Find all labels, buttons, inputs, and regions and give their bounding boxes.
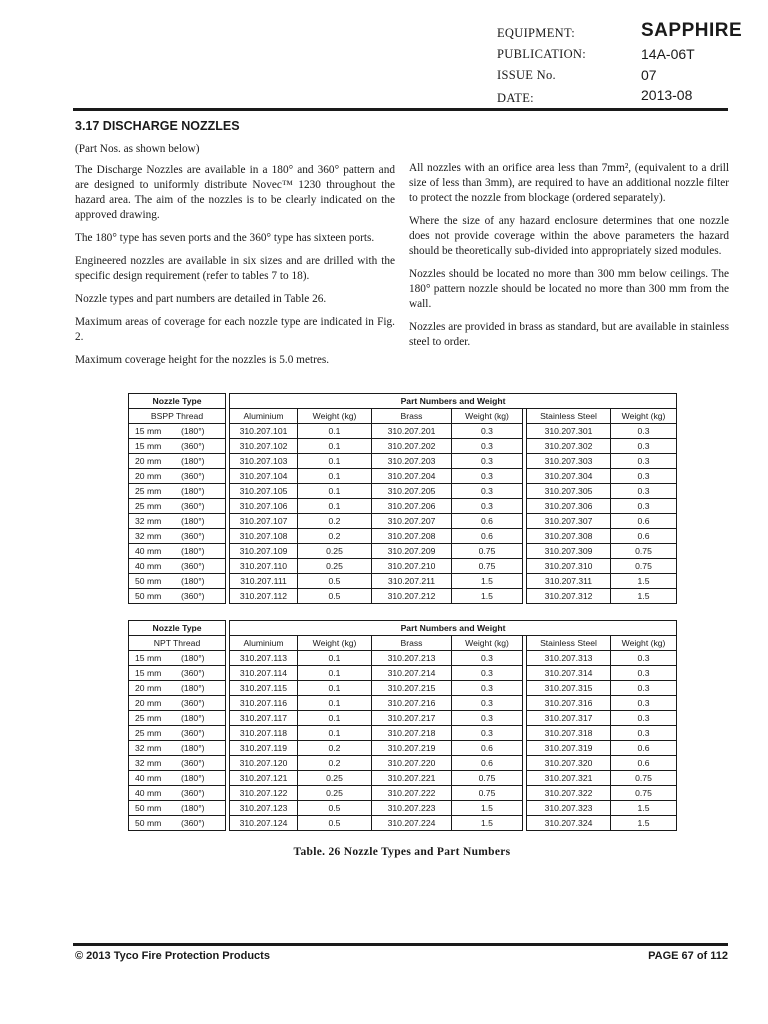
stainless-weight: 0.3: [611, 454, 677, 469]
nozzle-size-cell: [129, 801, 226, 816]
nozzle-size-cell: [129, 529, 226, 544]
brass-weight: 0.3: [452, 439, 523, 454]
stainless-weight: 1.5: [611, 816, 677, 831]
table-caption: Table. 26 Nozzle Types and Part Numbers: [293, 846, 511, 858]
stainless-weight: 0.3: [611, 666, 677, 681]
brass-part-number: 310.207.219: [372, 741, 452, 756]
aluminium-part-number: 310.207.110: [230, 559, 298, 574]
table-row: [129, 726, 677, 741]
brass-part-number: 310.207.201: [372, 424, 452, 439]
brass-weight: 0.3: [452, 696, 523, 711]
brass-weight: 0.3: [452, 484, 523, 499]
aluminium-part-number: 310.207.109: [230, 544, 298, 559]
stainless-part-number: 310.207.308: [527, 529, 611, 544]
thread-type-header: BSPP Thread: [129, 409, 226, 424]
stainless-weight: 0.3: [611, 681, 677, 696]
table-row: [129, 499, 677, 514]
brass-weight: 0.75: [452, 786, 523, 801]
aluminium-part-number: 310.207.117: [230, 711, 298, 726]
nozzle-angle: (360°): [181, 560, 205, 571]
brass-weight: 0.6: [452, 529, 523, 544]
nozzle-type-header: Nozzle Type: [129, 621, 226, 636]
nozzle-size: 15 mm: [135, 667, 162, 678]
aluminium-weight: 0.2: [298, 741, 372, 756]
nozzle-size: 40 mm: [135, 560, 162, 571]
table-row: [129, 559, 677, 574]
table-header-row: [129, 621, 677, 636]
nozzle-angle: (360°): [181, 667, 205, 678]
stainless-weight: 0.75: [611, 544, 677, 559]
table-row: [129, 454, 677, 469]
nozzle-size-cell: [129, 756, 226, 771]
table-subheader-row: [129, 636, 677, 651]
brass-weight: 0.75: [452, 771, 523, 786]
brass-weight: 0.6: [452, 756, 523, 771]
part-numbers-header: Part Numbers and Weight: [230, 394, 677, 409]
table-row: [129, 529, 677, 544]
table-row: [129, 424, 677, 439]
aluminium-weight: 0.2: [298, 514, 372, 529]
aluminium-part-number: 310.207.111: [230, 574, 298, 589]
thread-type-header: NPT Thread: [129, 636, 226, 651]
nozzle-size: 25 mm: [135, 485, 162, 496]
nozzle-size: 32 mm: [135, 530, 162, 541]
table-row: [129, 544, 677, 559]
nozzle-size: 32 mm: [135, 742, 162, 753]
aluminium-weight: 0.2: [298, 756, 372, 771]
aluminium-part-number: 310.207.108: [230, 529, 298, 544]
table-row: [129, 771, 677, 786]
right-column: [409, 161, 729, 358]
stainless-weight: 1.5: [611, 801, 677, 816]
paragraph: All nozzles with an orifice area less than 7mm², (equivalent to a drill size of less than 3mm), are required to have an additional nozzle filter to protect the nozzle from blockage (ordered separately).: [409, 162, 729, 204]
nozzle-size-cell: [129, 544, 226, 559]
brass-weight-header: Weight (kg): [452, 636, 523, 651]
aluminium-weight: 0.1: [298, 499, 372, 514]
header-rule: [73, 108, 728, 111]
aluminium-part-number: 310.207.104: [230, 469, 298, 484]
brass-part-number: 310.207.209: [372, 544, 452, 559]
brass-part-number: 310.207.221: [372, 771, 452, 786]
nozzle-size-cell: [129, 786, 226, 801]
paragraph: Nozzle types and part numbers are detailed in Table 26.: [75, 293, 327, 305]
table-row: [129, 681, 677, 696]
nozzle-type-header: Nozzle Type: [129, 394, 226, 409]
nozzle-size: 15 mm: [135, 440, 162, 451]
aluminium-weight: 0.5: [298, 801, 372, 816]
aluminium-weight: 0.5: [298, 589, 372, 604]
nozzle-angle: (180°): [181, 682, 205, 693]
nozzle-size-cell: [129, 816, 226, 831]
aluminium-part-number: 310.207.114: [230, 666, 298, 681]
nozzle-size: 20 mm: [135, 470, 162, 481]
aluminium-weight: 0.1: [298, 651, 372, 666]
brass-part-number: 310.207.217: [372, 711, 452, 726]
stainless-weight: 0.6: [611, 529, 677, 544]
brass-part-number: 310.207.223: [372, 801, 452, 816]
stainless-part-number: 310.207.318: [527, 726, 611, 741]
aluminium-weight: 0.1: [298, 469, 372, 484]
aluminium-weight: 0.5: [298, 574, 372, 589]
stainless-part-number: 310.207.310: [527, 559, 611, 574]
table-row: [129, 574, 677, 589]
brass-part-number: 310.207.211: [372, 574, 452, 589]
stainless-weight: 0.3: [611, 726, 677, 741]
nozzle-angle: (360°): [181, 787, 205, 798]
brass-weight: 0.3: [452, 666, 523, 681]
table-subheader-row: [129, 409, 677, 424]
table-row: [129, 786, 677, 801]
brass-part-number: 310.207.214: [372, 666, 452, 681]
nozzle-angle: (360°): [181, 590, 205, 601]
nozzle-size-cell: [129, 424, 226, 439]
nozzle-size: 50 mm: [135, 575, 162, 586]
stainless-weight-header: Weight (kg): [611, 636, 677, 651]
table-header-row: [129, 394, 677, 409]
aluminium-part-number: 310.207.119: [230, 741, 298, 756]
table-row: [129, 741, 677, 756]
date-label: DATE:: [497, 91, 534, 105]
stainless-part-number: 310.207.311: [527, 574, 611, 589]
brass-part-number: 310.207.206: [372, 499, 452, 514]
table-row: [129, 484, 677, 499]
table-row: [129, 651, 677, 666]
stainless-part-number: 310.207.320: [527, 756, 611, 771]
brass-part-number: 310.207.224: [372, 816, 452, 831]
table-row: [129, 816, 677, 831]
nozzle-size: 40 mm: [135, 545, 162, 556]
aluminium-weight: 0.1: [298, 696, 372, 711]
nozzle-angle: (360°): [181, 697, 205, 708]
stainless-part-number: 310.207.313: [527, 651, 611, 666]
nozzle-size-cell: [129, 771, 226, 786]
stainless-part-number: 310.207.314: [527, 666, 611, 681]
brass-part-number: 310.207.222: [372, 786, 452, 801]
publication-value: 14A-06T: [641, 46, 695, 62]
aluminium-weight-header: Weight (kg): [298, 636, 372, 651]
nozzle-size: 32 mm: [135, 515, 162, 526]
brass-part-number: 310.207.220: [372, 756, 452, 771]
aluminium-weight: 0.25: [298, 771, 372, 786]
nozzle-angle: (360°): [181, 470, 205, 481]
brass-weight: 0.3: [452, 454, 523, 469]
nozzle-size-cell: [129, 499, 226, 514]
stainless-weight: 0.75: [611, 559, 677, 574]
stainless-weight: 0.6: [611, 741, 677, 756]
brass-weight: 0.3: [452, 681, 523, 696]
aluminium-part-number: 310.207.106: [230, 499, 298, 514]
footer-rule: [73, 943, 728, 946]
aluminium-weight: 0.5: [298, 816, 372, 831]
nozzle-angle: (360°): [181, 757, 205, 768]
nozzle-size-cell: [129, 741, 226, 756]
nozzle-size-cell: [129, 574, 226, 589]
nozzle-angle: (180°): [181, 425, 205, 436]
aluminium-header: Aluminium: [230, 409, 298, 424]
stainless-weight: 0.3: [611, 696, 677, 711]
stainless-part-number: 310.207.317: [527, 711, 611, 726]
brass-part-number: 310.207.218: [372, 726, 452, 741]
paragraph: Nozzles are provided in brass as standard, but are available in stainless steel to order.: [409, 321, 729, 348]
nozzle-size-cell: [129, 726, 226, 741]
nozzle-size-cell: [129, 666, 226, 681]
nozzle-size-cell: [129, 589, 226, 604]
equipment-label: EQUIPMENT:: [497, 26, 576, 40]
paragraph: Nozzles should be located no more than 300 mm below ceilings. The 180° pattern nozzle should be located no more than 300 mm from the wall.: [409, 268, 729, 310]
issue-value: 07: [641, 67, 657, 83]
aluminium-weight: 0.1: [298, 484, 372, 499]
nozzle-size: 15 mm: [135, 652, 162, 663]
brass-part-number: 310.207.213: [372, 651, 452, 666]
nozzle-size: 20 mm: [135, 697, 162, 708]
table-row: [129, 711, 677, 726]
nozzle-size-cell: [129, 439, 226, 454]
aluminium-part-number: 310.207.122: [230, 786, 298, 801]
table-row: [129, 666, 677, 681]
aluminium-weight: 0.1: [298, 454, 372, 469]
nozzle-size: 15 mm: [135, 425, 162, 436]
brass-weight: 1.5: [452, 574, 523, 589]
nozzle-size-cell: [129, 514, 226, 529]
table-row: [129, 756, 677, 771]
left-column: [75, 142, 395, 376]
brass-weight: 1.5: [452, 801, 523, 816]
paragraph: Where the size of any hazard enclosure determines that one nozzle does not provide coverage within the above parameters the hazard should be theoretically sub-divided into appropriately sized modules.: [409, 215, 729, 257]
nozzle-angle: (360°): [181, 530, 205, 541]
stainless-part-number: 310.207.319: [527, 741, 611, 756]
brass-part-number: 310.207.215: [372, 681, 452, 696]
stainless-weight: 0.6: [611, 756, 677, 771]
stainless-part-number: 310.207.302: [527, 439, 611, 454]
nozzle-angle: (180°): [181, 652, 205, 663]
brass-header: Brass: [372, 409, 452, 424]
nozzle-angle: (360°): [181, 817, 205, 828]
brass-header: Brass: [372, 636, 452, 651]
nozzle-angle: (180°): [181, 455, 205, 466]
nozzle-size-cell: [129, 454, 226, 469]
nozzle-size-cell: [129, 559, 226, 574]
aluminium-part-number: 310.207.103: [230, 454, 298, 469]
paragraph: (Part Nos. as shown below): [75, 143, 200, 155]
brass-weight: 0.3: [452, 499, 523, 514]
aluminium-weight: 0.2: [298, 529, 372, 544]
nozzle-size-cell: [129, 651, 226, 666]
stainless-part-number: 310.207.315: [527, 681, 611, 696]
stainless-part-number: 310.207.312: [527, 589, 611, 604]
aluminium-part-number: 310.207.120: [230, 756, 298, 771]
stainless-weight: 0.3: [611, 499, 677, 514]
stainless-weight: 0.3: [611, 711, 677, 726]
nozzle-angle: (180°): [181, 802, 205, 813]
nozzle-size-cell: [129, 681, 226, 696]
nozzle-size: 20 mm: [135, 682, 162, 693]
aluminium-part-number: 310.207.124: [230, 816, 298, 831]
paragraph: Maximum areas of coverage for each nozzle type are indicated in Fig. 2.: [75, 316, 395, 343]
aluminium-part-number: 310.207.107: [230, 514, 298, 529]
nozzle-size-cell: [129, 484, 226, 499]
stainless-part-number: 310.207.309: [527, 544, 611, 559]
brass-part-number: 310.207.216: [372, 696, 452, 711]
table-row: [129, 801, 677, 816]
aluminium-weight: 0.1: [298, 681, 372, 696]
table-row: [129, 589, 677, 604]
stainless-weight: 0.3: [611, 469, 677, 484]
stainless-weight: 0.3: [611, 651, 677, 666]
stainless-steel-header: Stainless Steel: [527, 409, 611, 424]
nozzle-size: 25 mm: [135, 727, 162, 738]
paragraph: The 180° type has seven ports and the 360° type has sixteen ports.: [75, 232, 375, 244]
nozzle-size: 50 mm: [135, 590, 162, 601]
brass-weight: 0.3: [452, 651, 523, 666]
stainless-part-number: 310.207.305: [527, 484, 611, 499]
stainless-part-number: 310.207.301: [527, 424, 611, 439]
nozzle-size: 40 mm: [135, 787, 162, 798]
brass-weight: 0.3: [452, 469, 523, 484]
nozzle-angle: (180°): [181, 575, 205, 586]
brass-weight: 1.5: [452, 589, 523, 604]
nozzle-angle: (180°): [181, 515, 205, 526]
aluminium-weight: 0.1: [298, 666, 372, 681]
brass-part-number: 310.207.207: [372, 514, 452, 529]
aluminium-part-number: 310.207.115: [230, 681, 298, 696]
nozzle-size: 32 mm: [135, 757, 162, 768]
nozzle-size-cell: [129, 696, 226, 711]
stainless-weight-header: Weight (kg): [611, 409, 677, 424]
section-title: 3.17 DISCHARGE NOZZLES: [75, 119, 240, 133]
nozzle-angle: (180°): [181, 545, 205, 556]
brass-part-number: 310.207.208: [372, 529, 452, 544]
paragraph: The Discharge Nozzles are available in a 180° and 360° pattern and are designed to uniformly distribute Novec™ 1230 throughout the hazard area. The aim of the nozzles is to be clearly indicated on the approved drawing.: [75, 164, 395, 221]
nozzle-size: 50 mm: [135, 802, 162, 813]
nozzle-angle: (360°): [181, 440, 205, 451]
aluminium-part-number: 310.207.113: [230, 651, 298, 666]
nozzle-angle: (180°): [181, 712, 205, 723]
aluminium-weight: 0.25: [298, 559, 372, 574]
aluminium-part-number: 310.207.118: [230, 726, 298, 741]
brass-weight: 0.3: [452, 711, 523, 726]
nozzle-angle: (360°): [181, 727, 205, 738]
nozzle-size: 25 mm: [135, 500, 162, 511]
aluminium-part-number: 310.207.121: [230, 771, 298, 786]
brass-weight: 0.75: [452, 544, 523, 559]
brass-part-number: 310.207.204: [372, 469, 452, 484]
nozzle-size-cell: [129, 711, 226, 726]
brass-weight: 0.3: [452, 424, 523, 439]
aluminium-weight: 0.25: [298, 786, 372, 801]
nozzle-angle: (180°): [181, 772, 205, 783]
stainless-part-number: 310.207.324: [527, 816, 611, 831]
stainless-part-number: 310.207.306: [527, 499, 611, 514]
nozzle-table-npt: [128, 620, 677, 831]
nozzle-size: 20 mm: [135, 455, 162, 466]
aluminium-weight: 0.1: [298, 726, 372, 741]
aluminium-weight: 0.1: [298, 424, 372, 439]
nozzle-angle: (180°): [181, 485, 205, 496]
stainless-part-number: 310.207.307: [527, 514, 611, 529]
nozzle-angle: (180°): [181, 742, 205, 753]
brass-part-number: 310.207.205: [372, 484, 452, 499]
stainless-weight: 0.6: [611, 514, 677, 529]
brass-weight-header: Weight (kg): [452, 409, 523, 424]
equipment-value: SAPPHIRE: [641, 20, 743, 41]
nozzle-size-cell: [129, 469, 226, 484]
aluminium-weight-header: Weight (kg): [298, 409, 372, 424]
stainless-weight: 1.5: [611, 589, 677, 604]
table-row: [129, 439, 677, 454]
aluminium-part-number: 310.207.112: [230, 589, 298, 604]
footer-page-number: PAGE 67 of 112: [648, 950, 728, 962]
brass-part-number: 310.207.202: [372, 439, 452, 454]
brass-weight: 0.6: [452, 514, 523, 529]
aluminium-part-number: 310.207.102: [230, 439, 298, 454]
stainless-part-number: 310.207.316: [527, 696, 611, 711]
brass-weight: 0.75: [452, 559, 523, 574]
aluminium-header: Aluminium: [230, 636, 298, 651]
aluminium-part-number: 310.207.123: [230, 801, 298, 816]
nozzle-table-bspp: [128, 393, 677, 604]
brass-weight: 1.5: [452, 816, 523, 831]
stainless-weight: 0.3: [611, 484, 677, 499]
nozzle-size: 40 mm: [135, 772, 162, 783]
aluminium-part-number: 310.207.105: [230, 484, 298, 499]
stainless-weight: 1.5: [611, 574, 677, 589]
nozzle-size: 25 mm: [135, 712, 162, 723]
stainless-steel-header: Stainless Steel: [527, 636, 611, 651]
brass-part-number: 310.207.210: [372, 559, 452, 574]
date-value: 2013-08: [641, 87, 693, 103]
brass-part-number: 310.207.203: [372, 454, 452, 469]
publication-label: PUBLICATION:: [497, 47, 587, 61]
aluminium-weight: 0.1: [298, 439, 372, 454]
aluminium-weight: 0.1: [298, 711, 372, 726]
paragraph: Engineered nozzles are available in six sizes and are drilled with the specific design requirement (refer to tables 7 to 18).: [75, 255, 395, 282]
brass-weight: 0.3: [452, 726, 523, 741]
stainless-weight: 0.3: [611, 424, 677, 439]
stainless-weight: 0.75: [611, 786, 677, 801]
stainless-weight: 0.3: [611, 439, 677, 454]
stainless-part-number: 310.207.321: [527, 771, 611, 786]
stainless-part-number: 310.207.323: [527, 801, 611, 816]
issue-label: ISSUE No.: [497, 68, 556, 82]
stainless-part-number: 310.207.303: [527, 454, 611, 469]
aluminium-weight: 0.25: [298, 544, 372, 559]
nozzle-size: 50 mm: [135, 817, 162, 828]
stainless-weight: 0.75: [611, 771, 677, 786]
aluminium-part-number: 310.207.116: [230, 696, 298, 711]
stainless-part-number: 310.207.322: [527, 786, 611, 801]
paragraph: Maximum coverage height for the nozzles is 5.0 metres.: [75, 354, 330, 366]
nozzle-angle: (360°): [181, 500, 205, 511]
brass-part-number: 310.207.212: [372, 589, 452, 604]
footer-copyright: © 2013 Tyco Fire Protection Products: [75, 950, 270, 962]
brass-weight: 0.6: [452, 741, 523, 756]
aluminium-part-number: 310.207.101: [230, 424, 298, 439]
stainless-part-number: 310.207.304: [527, 469, 611, 484]
table-row: [129, 469, 677, 484]
table-row: [129, 696, 677, 711]
table-row: [129, 514, 677, 529]
part-numbers-header: Part Numbers and Weight: [230, 621, 677, 636]
